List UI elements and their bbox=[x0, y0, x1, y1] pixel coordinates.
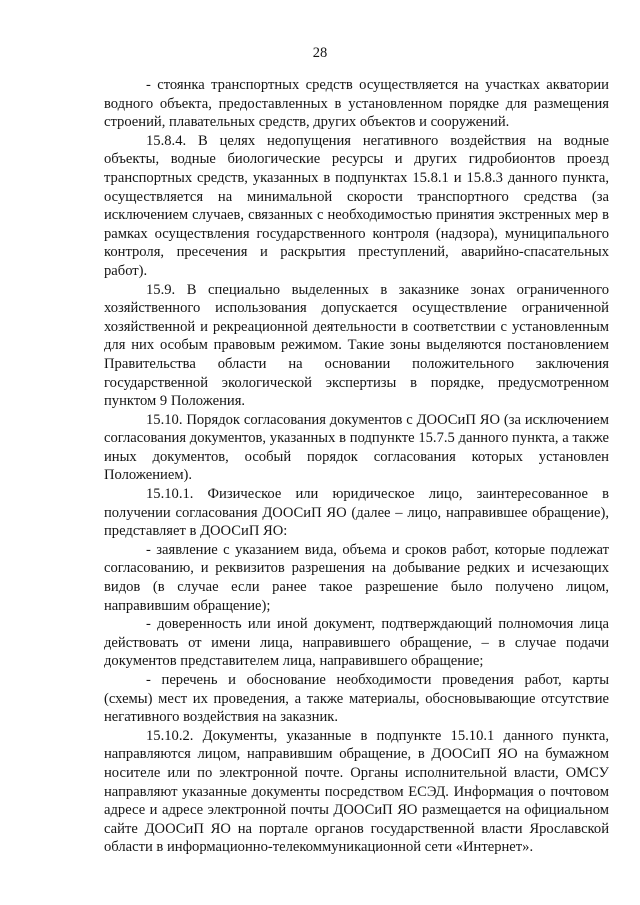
paragraph-parking: - стоянка транспортных средств осуществляется на участках акватории водного объекта, предоставленных в установленном порядке для размещения строений, плавательных средств, других объектов и сооружений. bbox=[104, 77, 609, 131]
document-body bbox=[104, 76, 609, 857]
list-item-justification: - перечень и обоснование необходимости проведения работ, карты (схемы) мест их проведения, а также материалы, обосновывающие отсутствие негативного воздействия на заказник. bbox=[104, 672, 609, 726]
list-item-power-of-attorney: - доверенность или иной документ, подтверждающий полномочия лица действовать от имени лица, направившего обращение, – в случае подачи документов представителем лица, направившего обращение; bbox=[104, 616, 609, 670]
paragraph-15-10-1: 15.10.1. Физическое или юридическое лицо, заинтересованное в получении согласования ДООСиП ЯО (далее – лицо, направившее обращение), представляет в ДООСиП ЯО: bbox=[104, 486, 609, 540]
list-item-application: - заявление с указанием вида, объема и сроков работ, которые подлежат согласованию, и реквизитов разрешения на добывание редких и исчезающих видов (в случае если ранее такое разрешение было получено лицом, направившим обращение); bbox=[104, 541, 609, 614]
paragraph-15-8-4: 15.8.4. В целях недопущения негативного воздействия на водные объекты, водные биологические ресурсы и других гидробионтов проезд транспортных средств, указанных в подпунктах 15.8.1 и 15.8.3 данного пункта, осуществляется на минимальной скорости транспортного средства (за исключением случаев, связанных с необходимостью принятия экстренных мер в рамках осуществления государственного контроля (надзора), муниципального контроля, пресечения и раскрытия преступлений, аварийно-спасательных работ). bbox=[104, 132, 609, 279]
paragraph-15-9: 15.9. В специально выделенных в заказнике зонах ограниченного хозяйственного использования допускается осуществление ограниченной хозяйственной и рекреационной деятельности в соответствии с установленным для них особым правовым режимом. Такие зоны выделяются постановлением Правительства области на основании положительного заключения государственной экологической экспертизы в порядке, предусмотренном пунктом 9 Положения. bbox=[104, 281, 609, 410]
paragraph-15-10-2: 15.10.2. Документы, указанные в подпункте 15.10.1 данного пункта, направляются лицом, направившим обращение, в ДООСиП ЯО на бумажном носителе или по электронной почте. Органы исполнительной власти, ОМСУ направляют указанные документы посредством ЕСЭД. Информация о почтовом адресе и адресе электронной почты ДООСиП ЯО размещается на официальном сайте ДООСиП ЯО на портале органов государственной власти Ярославской области в информационно-телекоммуникационной сети «Интернет». bbox=[104, 727, 609, 856]
page-number: 28 bbox=[312, 45, 328, 61]
paragraph-15-10: 15.10. Порядок согласования документов с ДООСиП ЯО (за исключением согласования документов, указанных в подпункте 15.7.5 данного пункта, а также иных документов, особый порядок согласования которых установлен Положением). bbox=[104, 411, 609, 484]
